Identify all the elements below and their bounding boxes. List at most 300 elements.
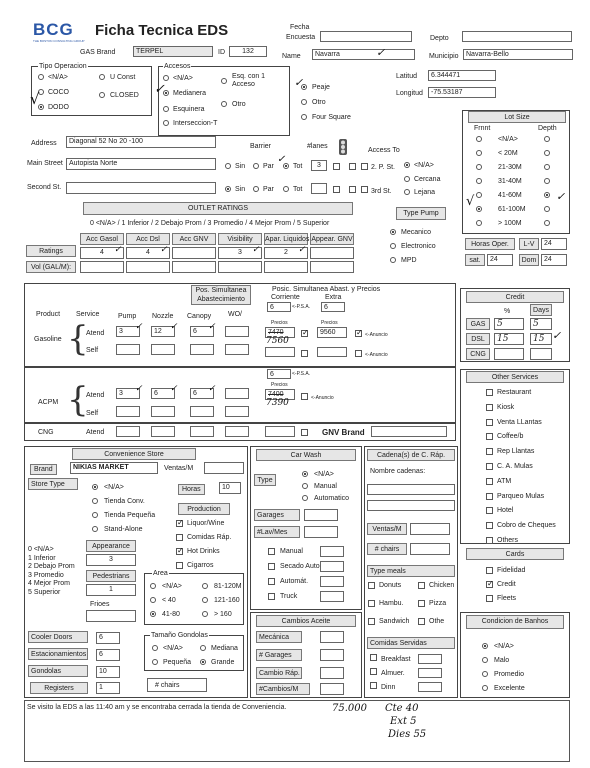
lot-depth-radio-31-40m[interactable] — [544, 178, 550, 184]
tipo-uconst-radio[interactable] — [99, 74, 105, 80]
meal-check-pizza[interactable] — [418, 600, 425, 607]
comida-field-dinn[interactable] — [418, 682, 442, 692]
store-chairs-field[interactable] — [147, 678, 207, 692]
accesos-interseccion-label: Interseccion-T — [173, 120, 218, 127]
meal-check-chicken[interactable] — [418, 582, 425, 589]
main-sin-label: Sin — [235, 163, 246, 170]
name-label: Name — [282, 53, 301, 60]
outlet-vol-acc-dsl[interactable] — [126, 261, 170, 273]
main-tot-label: Tot — [293, 163, 303, 170]
wash-extra-field-secado-auto[interactable] — [320, 561, 344, 572]
outlet-vol-visibility[interactable] — [218, 261, 262, 273]
second-pt-check[interactable] — [361, 163, 368, 170]
gondolas-field[interactable]: 10 — [96, 666, 120, 678]
cambio-rap-field[interactable] — [320, 667, 344, 679]
frioes-field[interactable] — [86, 610, 136, 622]
service-check-venta-llantas[interactable] — [486, 419, 493, 426]
second-sin-radio[interactable] — [225, 186, 231, 192]
lot-depth-radio-21-30m[interactable] — [544, 164, 550, 170]
wash-type-radio-n-a[interactable] — [302, 471, 308, 477]
lot-depth-label: Depth — [538, 125, 557, 132]
comida-check-dinn[interactable] — [370, 682, 377, 689]
type-pump-title: Type Pump — [396, 207, 446, 220]
pump-electronico-label: Electronico — [401, 243, 436, 250]
acpm-self-wo[interactable] — [225, 406, 249, 417]
bcg-logo: BCG — [33, 20, 74, 39]
gasoline-pump-check: ✓ — [135, 322, 143, 332]
lot-front-radio-100m[interactable] — [476, 220, 482, 226]
lot-depth-radio-n-a[interactable] — [544, 136, 550, 142]
pos-simultanea-label: Pos. Simultanea Abastecimiento — [191, 285, 251, 305]
banos-radio-malo[interactable] — [482, 657, 488, 663]
acpm-label: ACPM — [38, 399, 59, 406]
gas-brand-field[interactable]: TERPEL — [133, 46, 213, 57]
meal-check-hambu[interactable] — [368, 600, 375, 607]
store-type-label-tienda-peque-a: Tienda Pequeña — [104, 512, 156, 519]
lot-front-radio-20m[interactable] — [476, 150, 482, 156]
main-chk-1[interactable] — [333, 163, 340, 170]
outlet-check-4: ✓ — [252, 245, 260, 255]
area-label-n-a: <N/A> — [162, 583, 182, 590]
nombre-cadenas-field-2[interactable] — [367, 500, 455, 511]
lot-depth-radio-61-100m[interactable] — [544, 206, 550, 212]
tam-radio-peque-a[interactable] — [152, 659, 158, 665]
wash-extra-check-manual[interactable] — [268, 548, 275, 555]
service-check-others[interactable] — [486, 537, 493, 544]
accesos-na-radio[interactable] — [163, 75, 169, 81]
pump-mpd-radio[interactable] — [390, 257, 396, 263]
hw-line-3: Dies 55 — [388, 729, 427, 740]
lv-label: L-V — [519, 238, 539, 250]
extra-anuncio-label: <-Anuncio — [365, 332, 388, 338]
cng-price-field[interactable] — [265, 426, 295, 437]
fecha-field[interactable] — [320, 31, 412, 42]
lot-depth-radio-20m[interactable] — [544, 150, 550, 156]
tam-gondolas-title: Tamaño Gondolas — [151, 632, 208, 639]
meal-label-othe: Othe — [429, 618, 445, 625]
acpm-price-field[interactable]: 7400 — [265, 389, 295, 400]
credit-days-gas[interactable]: 5 — [530, 318, 552, 330]
pump-mpd-label: MPD — [401, 257, 417, 264]
credit-pct-header: % — [504, 308, 511, 315]
corriente-anuncio-check[interactable] — [301, 330, 308, 337]
type-meals-label: Type meals — [367, 565, 455, 577]
access-cercana-label: Cercana — [414, 176, 441, 183]
acpm-self-nozzle[interactable] — [151, 406, 175, 417]
service-check-cobro-de-cheques[interactable] — [486, 522, 493, 529]
wash-extra-check-autom-t[interactable] — [268, 578, 275, 585]
pump-header: Pump — [118, 313, 137, 320]
pump-mecanico-radio[interactable] — [390, 229, 396, 235]
gasoline-self-label: Self — [86, 347, 99, 354]
cadena-chairs-label: # chairs — [367, 543, 407, 555]
card-label-fidelidad: Fidelidad — [497, 567, 526, 574]
meal-check-othe[interactable] — [418, 618, 425, 625]
extra-anuncio-label-2: <-Anuncio — [365, 352, 388, 358]
second-par-label: Par — [263, 186, 274, 193]
second-par-radio[interactable] — [253, 186, 259, 192]
service-check-hotel[interactable] — [486, 507, 493, 514]
lot-front-radio-41-60m[interactable] — [476, 192, 482, 198]
extra-anuncio-2[interactable] — [355, 350, 362, 357]
comidas-servidas-label: Comidas Servidas — [367, 637, 455, 649]
posic-label: Posic. Simultanea Abast. y Precios — [272, 286, 381, 293]
acpm-self-pump[interactable] — [116, 406, 140, 417]
service-check-rep-llantas[interactable] — [486, 448, 493, 455]
wash-extra-check-truck[interactable] — [268, 593, 275, 600]
comida-field-breakfast[interactable] — [418, 654, 442, 664]
hw-total: 75.000 — [332, 703, 367, 714]
accesos-otro-radio[interactable] — [221, 101, 227, 107]
tam-label-mediana: Mediana — [211, 645, 238, 652]
service-check-c-a-mulas[interactable] — [486, 463, 493, 470]
lot-option-label-21-30m: 21-30M — [498, 164, 522, 171]
area-label-81-120m: 81-120M — [214, 583, 242, 590]
lot-depth-radio-100m[interactable] — [544, 220, 550, 226]
production-check-liquor-wine[interactable] — [176, 520, 183, 527]
acpm-precios-label: Precios — [271, 382, 288, 388]
corriente-anuncio-2[interactable] — [301, 350, 308, 357]
extra-price-2[interactable] — [317, 347, 347, 357]
main-lanes-field[interactable]: 3 — [311, 160, 327, 171]
depto-label: Depto — [430, 35, 449, 42]
gasoline-atend-label: Atend — [86, 330, 105, 337]
hw-line-2: Ext 5 — [390, 716, 417, 727]
area-label-40: < 40 — [162, 597, 176, 604]
corriente-price-2[interactable] — [265, 347, 295, 357]
cadena-chairs-field[interactable] — [410, 543, 450, 555]
horas-oper-label: Horas Oper. — [465, 238, 515, 250]
registers-field[interactable]: 1 — [96, 682, 120, 694]
lot-front-label: Frnnt — [474, 125, 491, 132]
outlet-col-appear-gnv: Appear. GNV — [310, 233, 354, 245]
corriente-price-field[interactable]: 7470 — [265, 327, 295, 338]
outlet-col-acc-gasol: Acc Gasol — [80, 233, 124, 245]
store-type-radio-n-a[interactable] — [92, 484, 98, 490]
otro-road-radio[interactable] — [301, 99, 307, 105]
pedestrians-field[interactable]: 1 — [86, 584, 136, 596]
longitud-label: Longitud — [396, 90, 423, 97]
meal-check-sandwich[interactable] — [368, 618, 375, 625]
outlet-rating-visibility[interactable]: 3 — [218, 247, 262, 259]
store-type-label-tienda-conv: Tienda Conv. — [104, 498, 145, 505]
accesos-medianera-label: Medianera — [173, 90, 207, 97]
comida-field-almuer[interactable] — [418, 668, 442, 678]
outlet-rating-acc-gasol[interactable]: 4 — [80, 247, 124, 259]
accesos-esquinera-label: Esquinera — [173, 106, 205, 113]
tam-radio-grande[interactable] — [200, 659, 206, 665]
area-radio-41-80[interactable] — [150, 611, 156, 617]
store-type-radio-stand-alone[interactable] — [92, 526, 98, 532]
card-check-credit[interactable] — [486, 581, 493, 588]
store-type-radio-tienda-conv[interactable] — [92, 498, 98, 504]
service-check-parqueo-mulas[interactable] — [486, 493, 493, 500]
tipo-operacion-title: Tipo Operacion — [39, 63, 87, 70]
access-na-label: <N/A> — [414, 162, 434, 169]
credit-days-dsl[interactable]: 15 — [530, 333, 552, 345]
service-label-rep-llantas: Rep Llantas — [497, 448, 535, 456]
cadena-ventas-field[interactable] — [410, 523, 450, 535]
ventas-label: Ventas/M — [164, 465, 194, 472]
service-check-atm[interactable] — [486, 478, 493, 485]
gasoline-nozzle-field[interactable]: 12 — [151, 326, 175, 337]
service-check-coffee-b[interactable] — [486, 433, 493, 440]
area-radio-160[interactable] — [202, 611, 208, 617]
acpm-self-canopy[interactable] — [190, 406, 214, 417]
longitud-field[interactable]: -75.53187 — [428, 87, 496, 98]
tipo-closed-radio[interactable] — [99, 92, 105, 98]
acpm-anuncio-check[interactable] — [301, 393, 308, 400]
municipio-label: Municipio — [429, 53, 459, 60]
scale-item-1: 1 Inferior — [28, 554, 56, 562]
comida-label-dinn: Dinn — [381, 684, 396, 691]
tipo-na-radio[interactable] — [38, 74, 44, 80]
peaje-check: ✓ — [294, 76, 304, 89]
production-title: Production — [178, 503, 230, 515]
wash-type-label-manual: Manual — [314, 483, 337, 490]
wash-lav-label: #Lav/Mes — [254, 526, 300, 538]
outlet-vol-acc-gnv[interactable] — [172, 261, 216, 273]
wash-extra-field-truck[interactable] — [320, 591, 344, 602]
ventas-field[interactable] — [204, 462, 244, 474]
access-cercana-radio[interactable] — [404, 176, 410, 182]
outlet-rating-apar-liquidos[interactable]: 2 — [264, 247, 308, 259]
extra-price-field[interactable]: 9560 — [317, 327, 347, 338]
tam-label-peque-a: Pequeña — [163, 659, 192, 666]
id-field[interactable]: 132 — [229, 46, 267, 57]
area-label-41-80: 41-80 — [162, 611, 180, 618]
service-label-parqueo-mulas: Parqueo Mulas — [497, 492, 545, 500]
cooler-field[interactable]: 6 — [96, 632, 120, 644]
foursquare-radio[interactable] — [301, 114, 307, 120]
lot-front-radio-61-100m[interactable] — [476, 206, 482, 212]
cambios-mes-field[interactable] — [320, 683, 344, 695]
accesos-esq-radio[interactable] — [221, 78, 227, 84]
cng-atend-label: Atend — [86, 429, 105, 436]
wash-garages-field[interactable] — [304, 509, 338, 521]
wash-type-radio-manual[interactable] — [302, 483, 308, 489]
comida-label-breakfast: Breakfast — [381, 656, 411, 663]
pump-electronico-radio[interactable] — [390, 243, 396, 249]
cng-wo-field[interactable] — [225, 426, 249, 437]
production-check-cigarros[interactable] — [176, 562, 183, 569]
gasoline-canopy-field[interactable]: 6 — [190, 326, 214, 337]
outlet-ratings-title: OUTLET RATINGS — [83, 202, 353, 215]
name-field[interactable]: Navarra — [312, 49, 415, 60]
estac-field[interactable]: 6 — [96, 649, 120, 661]
access-na-radio[interactable] — [404, 162, 410, 168]
canopy-header: Canopy — [187, 313, 212, 320]
tipo-coco-label: COCO — [48, 89, 69, 96]
sat-field[interactable]: 24 — [487, 254, 513, 266]
registers-label: Registers — [30, 682, 88, 694]
id-label: ID — [218, 49, 225, 56]
outlet-rating-acc-dsl[interactable]: 4 — [126, 247, 170, 259]
lot-depth-radio-41-60m[interactable] — [544, 192, 550, 198]
cambios-garages-label: # Garages — [256, 649, 302, 661]
acpm-wo-field[interactable] — [225, 388, 249, 399]
cng-nozzle-field[interactable] — [151, 426, 175, 437]
lv-field[interactable]: 24 — [541, 238, 567, 250]
gasoline-pump-field[interactable]: 3 — [116, 326, 140, 337]
credit-pct-dsl[interactable]: 15 — [494, 333, 524, 345]
horas-store-field[interactable]: 10 — [219, 482, 241, 494]
store-type-radio-tienda-peque-a[interactable] — [92, 512, 98, 518]
lot-front-radio-31-40m[interactable] — [476, 178, 482, 184]
second-chk-2[interactable] — [349, 186, 356, 193]
outlet-legend: 0 <N/A> / 1 Inferior / 2 Debajo Prom / 3 Promedio / 4 Mejor Prom / 5 Superior — [90, 220, 330, 227]
lot-front-radio-21-30m[interactable] — [476, 164, 482, 170]
outlet-rating-appear-gnv[interactable] — [310, 247, 354, 259]
credit-days-cng[interactable] — [530, 348, 552, 360]
brand-field[interactable]: NIKIAS MARKET — [70, 462, 158, 474]
outlet-vol-appear-gnv[interactable] — [310, 261, 354, 273]
wash-extra-check-secado-auto[interactable] — [268, 563, 275, 570]
service-label-venta-llantas: Venta LLantas — [497, 418, 542, 426]
gasoline-self-canopy[interactable] — [190, 344, 214, 355]
accesos-interseccion-radio[interactable] — [163, 120, 169, 126]
acpm-brace: { — [67, 380, 89, 420]
scale-item-2: 2 Debajo Prom — [28, 563, 75, 570]
tam-radio-n-a[interactable] — [152, 645, 158, 651]
lot-option-label-41-60m: 41-60M — [498, 192, 522, 199]
scale-item-3: 3 Promedio — [28, 571, 64, 579]
foursquare-label: Four Square — [312, 114, 351, 121]
lot-front-radio-n-a[interactable] — [476, 136, 482, 142]
credit-row-label-gas: GAS — [466, 318, 490, 330]
main-par-label: Par — [263, 163, 274, 170]
credit-row-label-cng: CNG — [466, 348, 490, 360]
banos-radio-promedio[interactable] — [482, 671, 488, 677]
main-par-radio[interactable] — [253, 163, 259, 169]
credit-pct-cng[interactable] — [494, 348, 524, 360]
cng-pump-field[interactable] — [116, 426, 140, 437]
cng-chk-1[interactable] — [301, 429, 308, 436]
traffic-light-icon — [337, 139, 349, 155]
page-title: Ficha Tecnica EDS — [95, 22, 229, 39]
banos-radio-excelente[interactable] — [482, 685, 488, 691]
nombre-cadenas-field-1[interactable] — [367, 484, 455, 495]
access-lejana-radio[interactable] — [404, 189, 410, 195]
main-tot-check: ✓ — [277, 154, 286, 165]
bcg-logo-subtitle: THE BOSTON CONSULTING GROUP — [33, 39, 85, 43]
banos-title: Condicion de Banhos — [466, 615, 564, 629]
comida-check-almuer[interactable] — [370, 668, 377, 675]
outlet-rating-acc-gnv[interactable] — [172, 247, 216, 259]
municipio-field[interactable]: Navarra-Bello — [463, 49, 573, 60]
second-street-field[interactable] — [66, 182, 216, 194]
main-sin-radio[interactable] — [225, 163, 231, 169]
production-check-hot-drinks[interactable] — [176, 548, 183, 555]
access-lejana-label: Lejana — [414, 189, 436, 196]
dom-field[interactable]: 24 — [541, 254, 567, 266]
address-label: Address — [31, 140, 57, 147]
meal-label-donuts: Donuts — [379, 582, 402, 589]
area-radio-40[interactable] — [150, 597, 156, 603]
service-check-kiosk[interactable] — [486, 404, 493, 411]
encuesta-label: Encuesta — [286, 34, 316, 41]
appearance-field[interactable]: 3 — [86, 554, 136, 566]
credit-pct-gas[interactable]: 5 — [494, 318, 524, 330]
accesos-esquinera-radio[interactable] — [163, 106, 169, 112]
acpm-psa-field[interactable]: 6 — [267, 369, 291, 379]
extra-anuncio-check[interactable] — [355, 330, 362, 337]
service-label-others: Others — [497, 537, 519, 544]
second-tot-radio[interactable] — [283, 186, 289, 192]
depto-field[interactable] — [462, 31, 572, 42]
cambios-garages-field[interactable] — [320, 649, 344, 661]
address-field[interactable]: Diagonal 52 No 20 -100 — [66, 136, 216, 148]
second-lanes-field[interactable] — [311, 183, 327, 194]
banos-label-excelente: Excelente — [494, 685, 525, 692]
production-label-cigarros: Cigarros — [187, 562, 214, 569]
gas-brand-label: GAS Brand — [80, 49, 116, 56]
main-chk-2[interactable] — [349, 163, 356, 170]
outlet-vol-apar-liquidos[interactable] — [264, 261, 308, 273]
tipo-dodo-label: DODO — [48, 104, 69, 111]
gasoline-self-pump[interactable] — [116, 344, 140, 355]
service-check-restaurant[interactable] — [486, 389, 493, 396]
cng-canopy-field[interactable] — [190, 426, 214, 437]
card-check-fidelidad[interactable] — [486, 567, 493, 574]
wash-type-radio-automatico[interactable] — [302, 495, 308, 501]
acpm-nozzle-field[interactable]: 6 — [151, 388, 175, 399]
corriente-psa-field[interactable]: 6 — [267, 302, 291, 312]
extra-psa-field[interactable]: 6 — [321, 302, 345, 312]
car-wash-type-label: Type — [254, 474, 276, 486]
comida-check-breakfast[interactable] — [370, 654, 377, 661]
second-sin-label: Sin — [235, 186, 246, 193]
gasoline-self-nozzle[interactable] — [151, 344, 175, 355]
area-radio-121-160[interactable] — [202, 597, 208, 603]
lot-size-title: Lot Size — [468, 111, 566, 123]
third-st-check[interactable] — [361, 186, 368, 193]
service-label-c-a-mulas: C. A. Mulas — [497, 463, 533, 470]
outlet-vol-acc-gasol[interactable] — [80, 261, 124, 273]
meal-check-donuts[interactable] — [368, 582, 375, 589]
nozzle-header: Nozzle — [152, 313, 174, 320]
gasoline-self-wo[interactable] — [225, 344, 249, 355]
production-check-comidas-r-p[interactable] — [176, 534, 183, 541]
gasoline-wo-field[interactable] — [225, 326, 249, 337]
lot-option-label-n-a: <N/A> — [498, 136, 518, 143]
appearance-label: Appearance — [86, 540, 136, 552]
acpm-canopy-field[interactable]: 6 — [190, 388, 214, 399]
banos-radio-n-a[interactable] — [482, 643, 488, 649]
card-label-credit: Credit — [497, 581, 516, 588]
card-check-fleets[interactable] — [486, 595, 493, 602]
lanes-label: #lanes — [307, 143, 328, 150]
area-radio-n-a[interactable] — [150, 583, 156, 589]
latitud-field[interactable]: 6.344471 — [428, 70, 496, 81]
barrier-label: Barrier — [250, 143, 272, 150]
outlet-col-acc-dsl: Acc Dsl — [126, 233, 170, 245]
second-chk-1[interactable] — [333, 186, 340, 193]
wo-header: WO/ — [228, 311, 242, 318]
pedestrians-label: Pedestrians — [86, 570, 136, 582]
wash-extra-field-autom-t[interactable] — [320, 576, 344, 587]
area-radio-81-120m[interactable] — [202, 583, 208, 589]
cadena-title: Cadena(s) de C. Ráp. — [367, 449, 455, 461]
tam-radio-mediana[interactable] — [200, 645, 206, 651]
accesos-esq-label: Esq. con 1 Acceso — [232, 73, 266, 88]
wash-extra-field-manual[interactable] — [320, 546, 344, 557]
mecanica-field[interactable] — [320, 631, 344, 643]
acpm-pump-field[interactable]: 3 — [116, 388, 140, 399]
wash-lav-field[interactable] — [304, 526, 338, 538]
main-street-field[interactable]: Autopista Norte — [66, 158, 216, 170]
gnv-brand-field[interactable] — [371, 426, 447, 437]
